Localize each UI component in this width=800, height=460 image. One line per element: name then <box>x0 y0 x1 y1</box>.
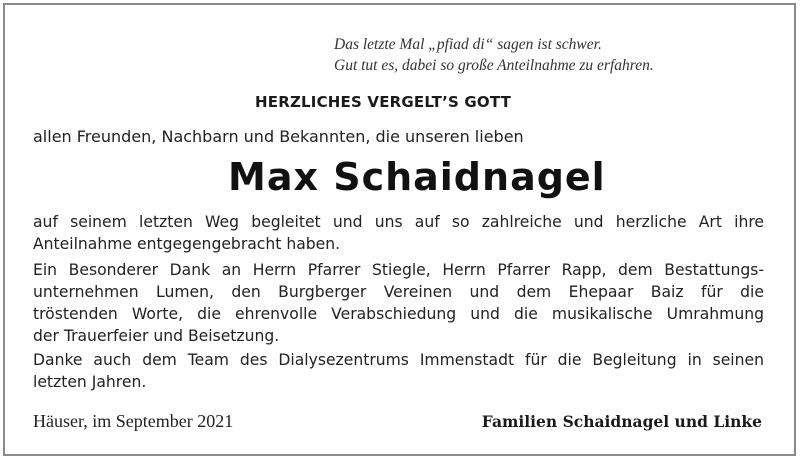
intro-text: allen Freunden, Nachbarn und Bekannten, die unseren lieben <box>33 127 524 146</box>
signature: Familien Schaidnagel und Linke <box>481 412 762 431</box>
paragraph-2-line-1: Ein Besonderer Dank an Herrn Pfarrer Stiegle, Herrn Pfarrer Rapp, dem Bestattungs- <box>33 261 764 279</box>
paragraph-3-line-1: Danke auch dem Team des Dialysezentrums Immenstadt für die Begleitung in seinen <box>33 351 764 369</box>
quote-line-2: Gut tut es, dabei so große Anteilnahme zu erfahren. <box>334 57 654 74</box>
paragraph-2-line-2: unternehmen Lumen, den Burgberger Vereinen und dem Ehepaar Baiz für die <box>33 283 764 301</box>
paragraph-1-line-1: auf seinem letzten Weg begleitet und uns auf so zahlreiche und herzliche Art ihre <box>33 213 764 231</box>
place-date: Häuser, im September 2021 <box>33 411 234 431</box>
paragraph-2-line-4: der Trauerfeier und Beisetzung. <box>33 327 280 345</box>
paragraph-2-line-3: tröstenden Worte, die ehrenvolle Verabschiedung und die musikalische Umrahmung <box>33 305 764 323</box>
paragraph-1 <box>33 211 764 255</box>
paragraph-1-line-2: Anteilnahme entgegengebracht haben. <box>33 235 341 253</box>
deceased-name: Max Schaidnagel <box>228 155 606 199</box>
paragraph-3-line-2: letzten Jahren. <box>33 373 147 391</box>
quote-line-1: Das letzte Mal „pfiad di“ sagen ist schwer. <box>334 36 602 53</box>
thanks-heading: HERZLICHES VERGELT’S GOTT <box>255 93 512 111</box>
paragraph-2 <box>33 259 764 347</box>
paragraph-3 <box>33 349 764 393</box>
